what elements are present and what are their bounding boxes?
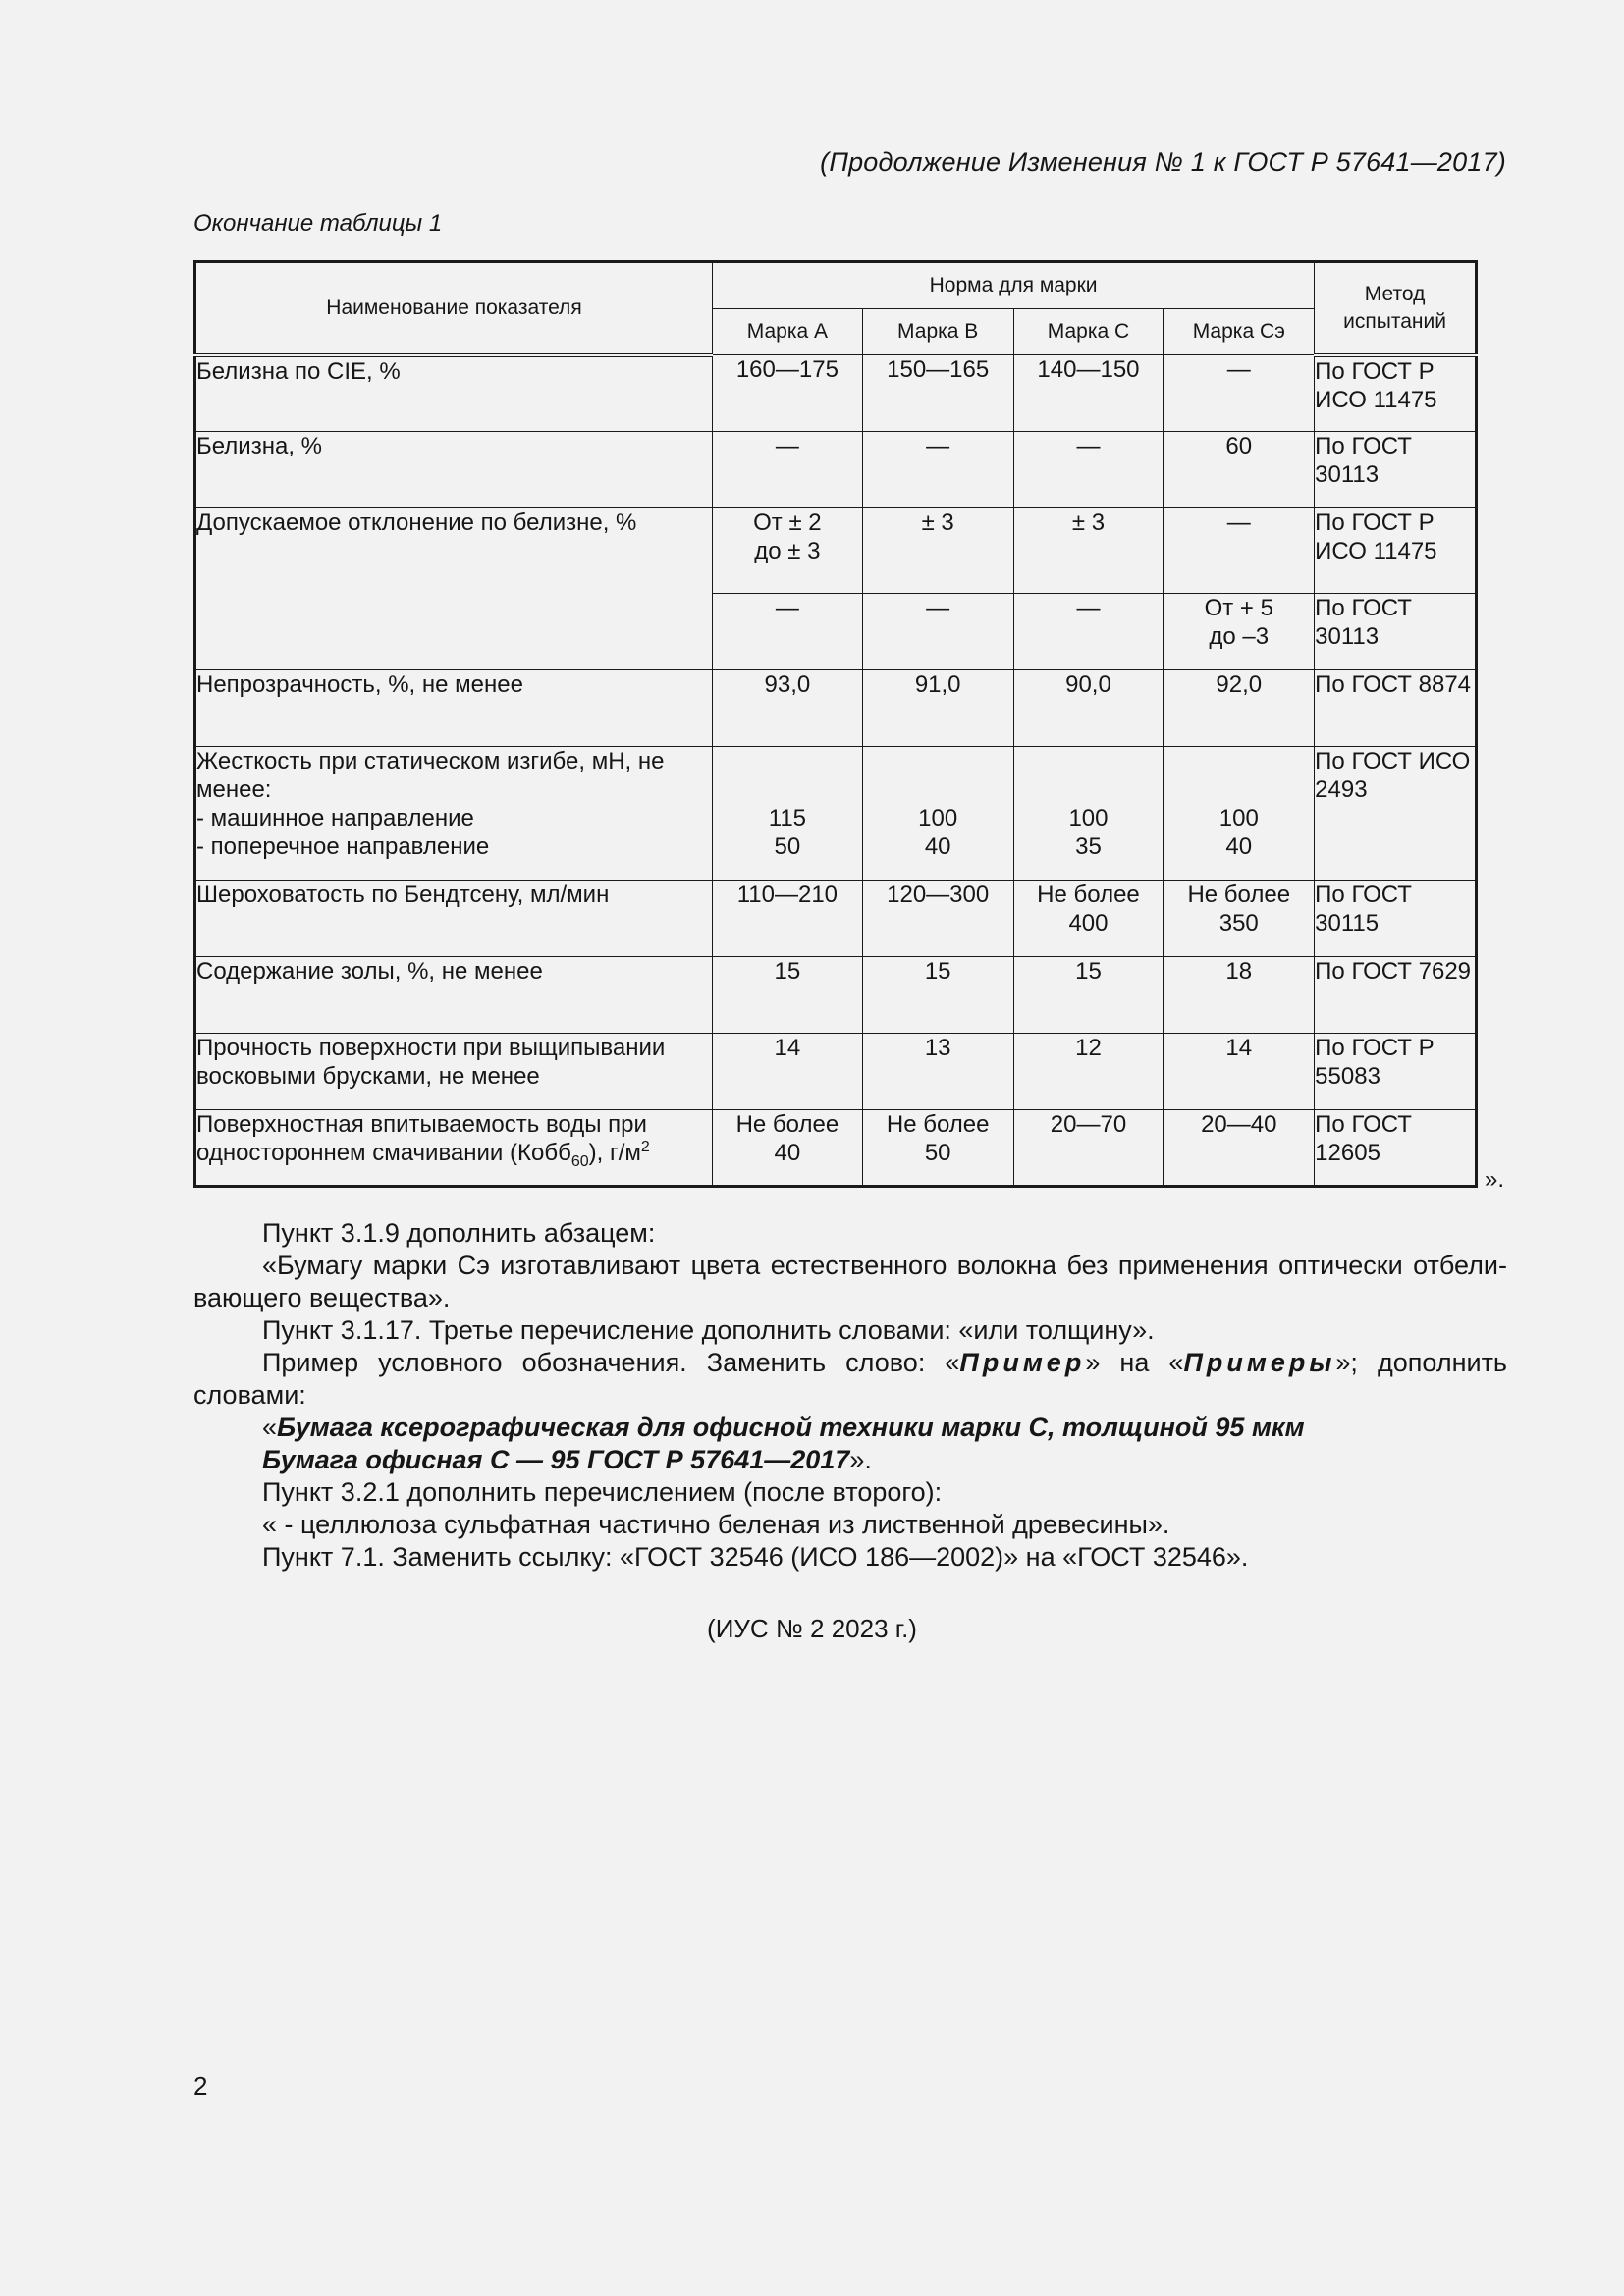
- cell-b: 13: [862, 1034, 1013, 1110]
- cell-c: —: [1013, 594, 1164, 670]
- cell-b-cd: 40: [924, 833, 951, 860]
- row-name-b: ), г/м: [588, 1140, 641, 1166]
- row-name: Допускаемое отклонение по белизне, %: [195, 508, 713, 670]
- cell-a: 15: [712, 957, 862, 1034]
- p5-open: «: [262, 1413, 278, 1442]
- cell-c-text: Не более 400: [1037, 881, 1140, 936]
- cell-b: ± 3: [862, 508, 1013, 594]
- cell-b: 150—165: [862, 355, 1013, 432]
- cell-ce: 92,0: [1164, 670, 1315, 747]
- table-row: [195, 508, 1477, 594]
- cell-a: —: [712, 432, 862, 508]
- table-row: [195, 1034, 1477, 1110]
- cell-c: 15: [1013, 957, 1164, 1034]
- table-row: [195, 747, 1477, 881]
- cell-a: [712, 508, 862, 594]
- cell-c: 90,0: [1013, 670, 1164, 747]
- cell-c-cd: 35: [1075, 833, 1102, 860]
- row-name: Содержание золы, %, не менее: [195, 957, 713, 1034]
- table-row: [195, 957, 1477, 1034]
- header-indicator-name: Наименование показателя: [195, 262, 713, 355]
- paragraph: Пункт 3.1.17. Третье перечисление дополнить словами: «или толщину».: [262, 1315, 1155, 1345]
- cell-ce: 60: [1164, 432, 1315, 508]
- p6-close: ».: [849, 1445, 872, 1474]
- cell-ce: [1164, 881, 1315, 957]
- grade-b-header: Марка B: [862, 309, 1013, 355]
- cell-c: [1013, 747, 1164, 881]
- table-row: [195, 432, 1477, 508]
- cell-ce: —: [1164, 508, 1315, 594]
- cell-a: [712, 1110, 862, 1187]
- continuation-header: (Продолжение Изменения № 1 к ГОСТ Р 57641—2017): [820, 147, 1506, 177]
- cell-method: По ГОСТ 8874: [1315, 670, 1477, 747]
- cell-c: 20—70: [1013, 1110, 1164, 1187]
- cell-a: —: [712, 594, 862, 670]
- header-method-label: Метод испытаний: [1343, 282, 1446, 333]
- paragraph: « - целлюлоза сульфатная частично беленая из лиственной древесины».: [262, 1510, 1170, 1539]
- cell-ce: 20—40: [1164, 1110, 1315, 1187]
- header-method: [1315, 262, 1477, 355]
- p4-word-old: Пример: [959, 1348, 1086, 1377]
- cell-b: —: [862, 594, 1013, 670]
- cell-method: По ГОСТ ИСО 2493: [1315, 747, 1477, 881]
- row-name-cd: - поперечное направление: [196, 833, 490, 860]
- p4-c: » на «: [1085, 1348, 1184, 1377]
- header-norm: Норма для марки: [712, 262, 1314, 309]
- cell-ce-text: Не более 350: [1187, 881, 1291, 936]
- row-name: [195, 747, 713, 881]
- paragraph: Пункт 3.1.9 дополнить абзацем:: [262, 1218, 656, 1248]
- cell-ce: 18: [1164, 957, 1315, 1034]
- row-name-sup: 2: [640, 1139, 650, 1155]
- cell-ce: 14: [1164, 1034, 1315, 1110]
- cell-c: ± 3: [1013, 508, 1164, 594]
- grade-c-header: Марка C: [1013, 309, 1164, 355]
- cell-ce-md: 100: [1218, 805, 1259, 831]
- cell-method: По ГОСТ 12605: [1315, 1110, 1477, 1187]
- cell-method: По ГОСТ 7629: [1315, 957, 1477, 1034]
- paragraph: «Бумагу марки Сэ изготавливают цвета естественного волокна без применения оптически отбеливающего вещества».: [193, 1251, 1507, 1312]
- amendment-text: [193, 1217, 1507, 1574]
- cell-method: По ГОСТ Р ИСО 11475: [1315, 508, 1477, 594]
- table-row: [195, 1110, 1477, 1187]
- table-row: [195, 670, 1477, 747]
- paragraph: [193, 1412, 1507, 1444]
- grade-ce-header: Марка Сэ: [1164, 309, 1315, 355]
- cell-c-md: 100: [1068, 805, 1109, 831]
- cell-b: 15: [862, 957, 1013, 1034]
- table-closing-quote: ».: [1485, 1166, 1505, 1193]
- cell-c: 12: [1013, 1034, 1164, 1110]
- cell-ce: [1164, 747, 1315, 881]
- cell-c: [1013, 881, 1164, 957]
- row-name: Непрозрачность, %, не менее: [195, 670, 713, 747]
- cell-b: [862, 747, 1013, 881]
- cell-c: —: [1013, 432, 1164, 508]
- cell-b: 120—300: [862, 881, 1013, 957]
- cell-method: По ГОСТ Р 55083: [1315, 1034, 1477, 1110]
- ius-reference: (ИУС № 2 2023 г.): [707, 1614, 917, 1643]
- page-number: 2: [193, 2071, 208, 2101]
- cell-method: По ГОСТ 30113: [1315, 594, 1477, 670]
- table-caption: Окончание таблицы 1: [193, 210, 443, 237]
- cell-a-md: 115: [768, 805, 807, 831]
- cell-a: 160—175: [712, 355, 862, 432]
- p4-a: Пример условного обозначения. Заменить слово: «: [262, 1348, 960, 1377]
- cell-b: 91,0: [862, 670, 1013, 747]
- paragraph: [193, 1444, 1507, 1476]
- cell-method: По ГОСТ 30113: [1315, 432, 1477, 508]
- grade-a-header: Марка A: [712, 309, 862, 355]
- paragraph: [193, 1347, 1507, 1412]
- cell-ce-cd: 40: [1225, 833, 1253, 860]
- cell-ce-text: От + 5 до –3: [1204, 595, 1273, 650]
- cell-b-md: 100: [918, 805, 958, 831]
- cell-a: 110—210: [712, 881, 862, 957]
- cell-b: [862, 1110, 1013, 1187]
- cell-a-text: Не более 40: [735, 1111, 839, 1166]
- row-name: Прочность поверхности при выщипывании восковыми брусками, не менее: [195, 1034, 713, 1110]
- row-name-a: Поверхностная впитываемость воды при одностороннем смачивании (Кобб: [196, 1111, 647, 1166]
- paragraph: Пункт 3.2.1 дополнить перечислением (после второго):: [262, 1477, 943, 1507]
- cell-a: 14: [712, 1034, 862, 1110]
- specs-table: [193, 260, 1478, 1188]
- row-name: Белизна, %: [195, 432, 713, 508]
- row-name: [195, 1110, 713, 1187]
- row-name-main: Жесткость при статическом изгибе, мН, не менее:: [196, 748, 665, 803]
- row-name: Шероховатость по Бендтсену, мл/мин: [195, 881, 713, 957]
- paragraph: Пункт 7.1. Заменить ссылку: «ГОСТ 32546 (ИСО 186—2002)» на «ГОСТ 32546».: [262, 1542, 1249, 1572]
- row-name-sub: 60: [570, 1152, 589, 1170]
- cell-method: По ГОСТ 30115: [1315, 881, 1477, 957]
- p5-bold: Бумага ксерографическая для офисной техники марки С, толщиной 95 мкм: [277, 1413, 1305, 1442]
- cell-ce: [1164, 594, 1315, 670]
- cell-a: [712, 747, 862, 881]
- p4-e: »; дополнить словами:: [193, 1348, 1508, 1410]
- cell-b: —: [862, 432, 1013, 508]
- row-name: Белизна по CIE, %: [195, 355, 713, 432]
- cell-method: По ГОСТ Р ИСО 11475: [1315, 355, 1477, 432]
- cell-b-text: Не более 50: [886, 1111, 990, 1166]
- cell-a-cd: 50: [774, 833, 801, 860]
- cell-ce: —: [1164, 355, 1315, 432]
- cell-a: 93,0: [712, 670, 862, 747]
- cell-a-text: От ± 2 до ± 3: [753, 509, 822, 564]
- table-row: [195, 355, 1477, 432]
- p6-bold: Бумага офисная С — 95 ГОСТ Р 57641—2017: [262, 1445, 850, 1474]
- row-name-md: - машинное направление: [196, 805, 474, 831]
- cell-c: 140—150: [1013, 355, 1164, 432]
- table-row: [195, 881, 1477, 957]
- p4-word-new: Примеры: [1183, 1348, 1336, 1377]
